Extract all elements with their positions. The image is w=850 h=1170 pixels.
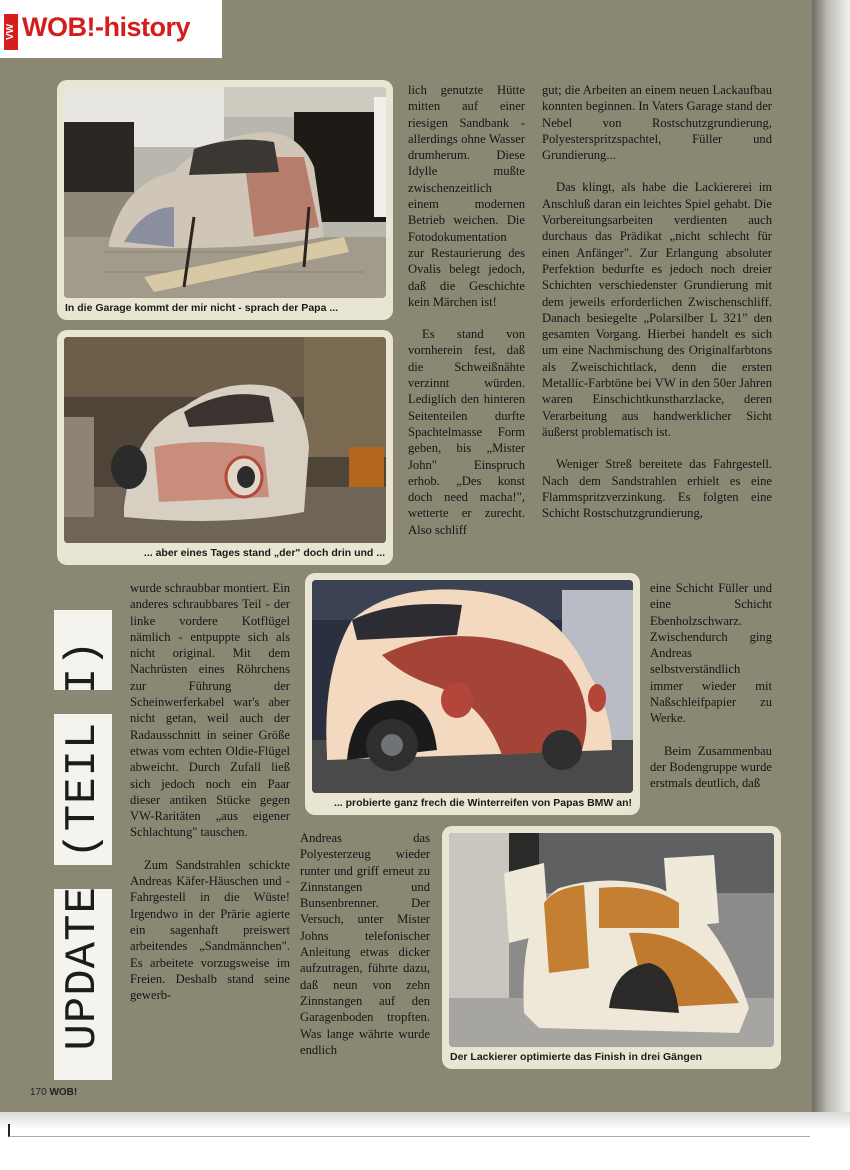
photo-garage-inside bbox=[57, 330, 393, 565]
article-column-3 bbox=[542, 82, 772, 521]
photo-painted-body bbox=[442, 826, 781, 1069]
vertical-title-text: UPDATE (TEIL I) bbox=[58, 639, 108, 1051]
paragraph: eine Schicht Füller und eine Schicht Ebenholzschwarz. Zwischendurch ging Andreas selbstverständlich immer wieder mit Naßschleifpapier zu Werke. bbox=[650, 581, 772, 726]
page-footer bbox=[30, 1087, 77, 1098]
paragraph: Beim Zusammenbau der Bodengruppe wurde erstmals deutlich, daß bbox=[650, 743, 772, 791]
paragraph: gut; die Arbeiten an einem neuen Lackaufbau konnten beginnen. In Vaters Garage stand der Nebel von Rostschutzgrundierung, Polyesterspritzspachtel, Füller und Grundierung... bbox=[542, 83, 772, 163]
magazine-name: WOB! bbox=[49, 1087, 78, 1098]
article-column-2 bbox=[408, 82, 525, 538]
article-column-3-continued bbox=[650, 580, 772, 792]
scan-bottom-margin bbox=[0, 1112, 850, 1170]
photo-garage-outside bbox=[57, 80, 393, 320]
paragraph: Das klingt, als habe die Lackiererei im Anschluß daran ein leichtes Spiel gehabt. Die Vorbereitungsarbeiten verdienten auch durchaus das Prädikat „nicht schlecht für einen Anfänger". Zur Erlangung absoluter Perfektion bedurfte es jedoch noch dreier Schichten verschiedenster Grundierung mit dem jeweils erforderlichen Zwischenschliff. Danach besiegelte „Polarsilber L 321" den gesamten Vorgang. Hierbei handelt es sich um eine Nachmischung des Originalfarbtons als Zweischichtlack, denn die ersten Metallic-Farbtöne bei VW in den 50er Jahren waren Einschichtkunstharzlacke, deren Verarbeitung aus handwerklicher Sicht äußerst problematisch ist. bbox=[542, 180, 772, 439]
paragraph: Andreas das Polyesterzeug wieder runter und griff erneut zu Zinnstangen und Bunsenbrenner. Der Versuch, unter Mister Johns telefonischer Anleitung etwas dicker aufzutragen, führte dazu, daß neun von zehn Zinnstangen auf den Garagenboden tropften. Was lange währte wurde endlich bbox=[300, 831, 430, 1057]
article-column-1 bbox=[130, 580, 290, 1003]
beetle-in-garage-image bbox=[64, 337, 386, 543]
photo-caption: ... aber eines Tages stand „der" doch drin und ... bbox=[143, 547, 385, 559]
section-header bbox=[0, 0, 222, 58]
paragraph: Weniger Streß bereitete das Fahrgestell. Nach dem Sandstrahlen erhielt es eine Flammspritzverzinkung. Es folgten eine Schicht Rostschutzgrundierung, bbox=[542, 457, 772, 521]
beetle-body-in-paint-booth-image bbox=[449, 833, 774, 1047]
photo-caption: ... probierte ganz frech die Winterreifen von Papas BMW an! bbox=[333, 797, 632, 809]
beetle-body-on-trestle-image bbox=[64, 87, 386, 298]
update-part-title bbox=[54, 610, 112, 1080]
photo-winter-tires bbox=[305, 573, 640, 815]
section-title: WOB!-history bbox=[22, 12, 190, 42]
beetle-winter-tires-image bbox=[312, 580, 633, 793]
page-edge-shadow bbox=[812, 0, 850, 1112]
vw-logo-badge: VW bbox=[4, 14, 18, 50]
paragraph: Es stand von vornherein fest, daß die Schweißnähte verzinnt würden. Lediglich den hinteren Seitenteilen durfte Spachtelmasse Form geben, bis „Mister John" Einspruch erhob. „Des konst doch need macha!", wetterte er zurecht. Also schliff bbox=[408, 327, 525, 537]
scan-edge-line bbox=[8, 1124, 810, 1137]
article-column-2-continued bbox=[300, 830, 430, 1058]
photo-caption: Der Lackierer optimierte das Finish in drei Gängen bbox=[450, 1051, 703, 1063]
paragraph: lich genutzte Hütte mitten auf einer riesigen Sandbank - allerdings ohne Wasser drumherum. Diese Idylle mußte zwischenzeitlich einem modernen Betrieb weichen. Die Fotodokumentation zur Restaurierung des Ovalis belegt jedoch, daß die Geschichte kein Märchen ist! bbox=[408, 83, 525, 309]
photo-caption: In die Garage kommt der mir nicht - sprach der Papa ... bbox=[65, 302, 339, 314]
paragraph: Zum Sandstrahlen schickte Andreas Käfer-Häuschen und -Fahrgestell in die Wüste! Irgendwo in der Prärie agierte ein sagenhaft preiswert arbeitendes „Sandmännchen". Es arbeitete vorzugsweise im Freien. Deshalb stand seine gewerb- bbox=[130, 857, 290, 1003]
paragraph: wurde schraubbar montiert. Ein anderes schraubbares Teil - der linke vordere Kotflügel nämlich - entpuppte sich als nicht original. Mit dem Nachrüsten eines Röhrchens zur Führung der Scheinwerferkabel war's aber nicht getan, weil auch der Radausschnitt in seiner Größe etwas vom echten Oldie-Flügel abweicht. Durch Zufall ließ sich jedoch noch ein Paar dieser antiken Stücke gegen VW-Raritäten „aus eigener Schlachtung" tauschen. bbox=[130, 581, 290, 840]
page-number: 170 bbox=[30, 1087, 47, 1098]
